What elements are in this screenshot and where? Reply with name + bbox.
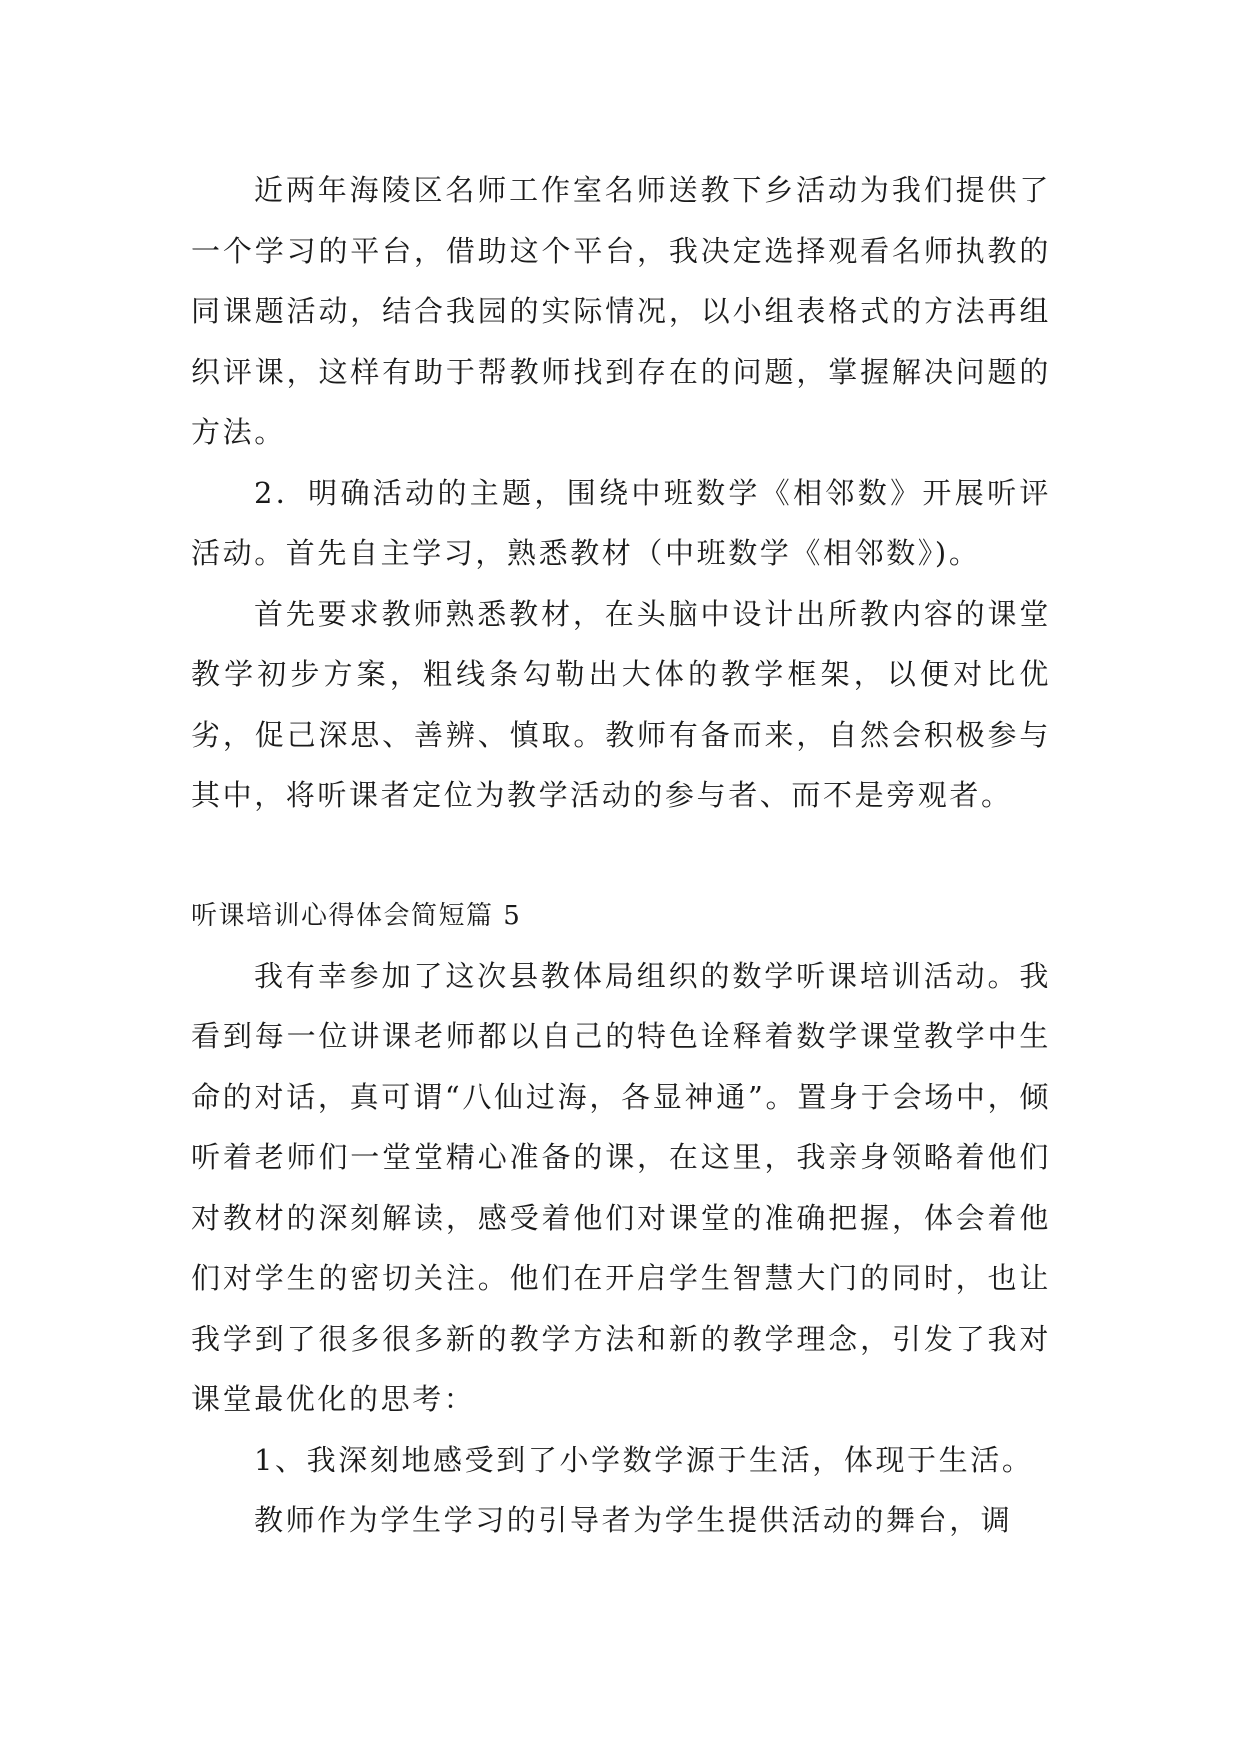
paragraph-3: 首先要求教师熟悉教材，在头脑中设计出所教内容的课堂教学初步方案，粗线条勾勒出大体的教学框架，以便对比优劣，促己深思、善辨、慎取。教师有备而来，自然会积极参与其中，将听课者定位为教学活动的参与者、而不是旁观者。 (191, 596, 1051, 812)
paragraph-6: 教师作为学生学习的引导者为学生提供活动的舞台，调 (254, 1503, 1013, 1537)
paragraph-2: 2．明确活动的主题，围绕中班数学《相邻数》开展听评活动。首先自主学习，熟悉教材（中班数学《相邻数》)。 (191, 475, 1051, 570)
paragraph-4: 我有幸参加了这次县教体局组织的数学听课培训活动。我看到每一位讲课老师都以自己的特色诠释着数学课堂教学中生命的对话，真可谓“八仙过海，各显神通”。置身于会场中，倾听着老师们一堂堂精心准备的课，在这里，我亲身领略着他们对教材的深刻解读，感受着他们对课堂的准确把握，体会着他们对学生的密切关注。他们在开启学生智慧大门的同时，也让我学到了很多很多新的教学方法和新的教学理念，引发了我对课堂最优化的思考： (191, 958, 1051, 1416)
paragraph-1: 近两年海陵区名师工作室名师送教下乡活动为我们提供了一个学习的平台，借助这个平台，我决定选择观看名师执教的同课题活动，结合我园的实际情况，以小组表格式的方法再组织评课，这样有助于帮教师找到存在的问题，掌握解决问题的方法。 (191, 173, 1051, 449)
section-heading: 听课培训心得体会简短篇 5 (191, 900, 522, 931)
document-body (191, 160, 1051, 1551)
paragraph-5: 1、我深刻地感受到了小学数学源于生活，体现于生活。 (254, 1442, 1034, 1477)
